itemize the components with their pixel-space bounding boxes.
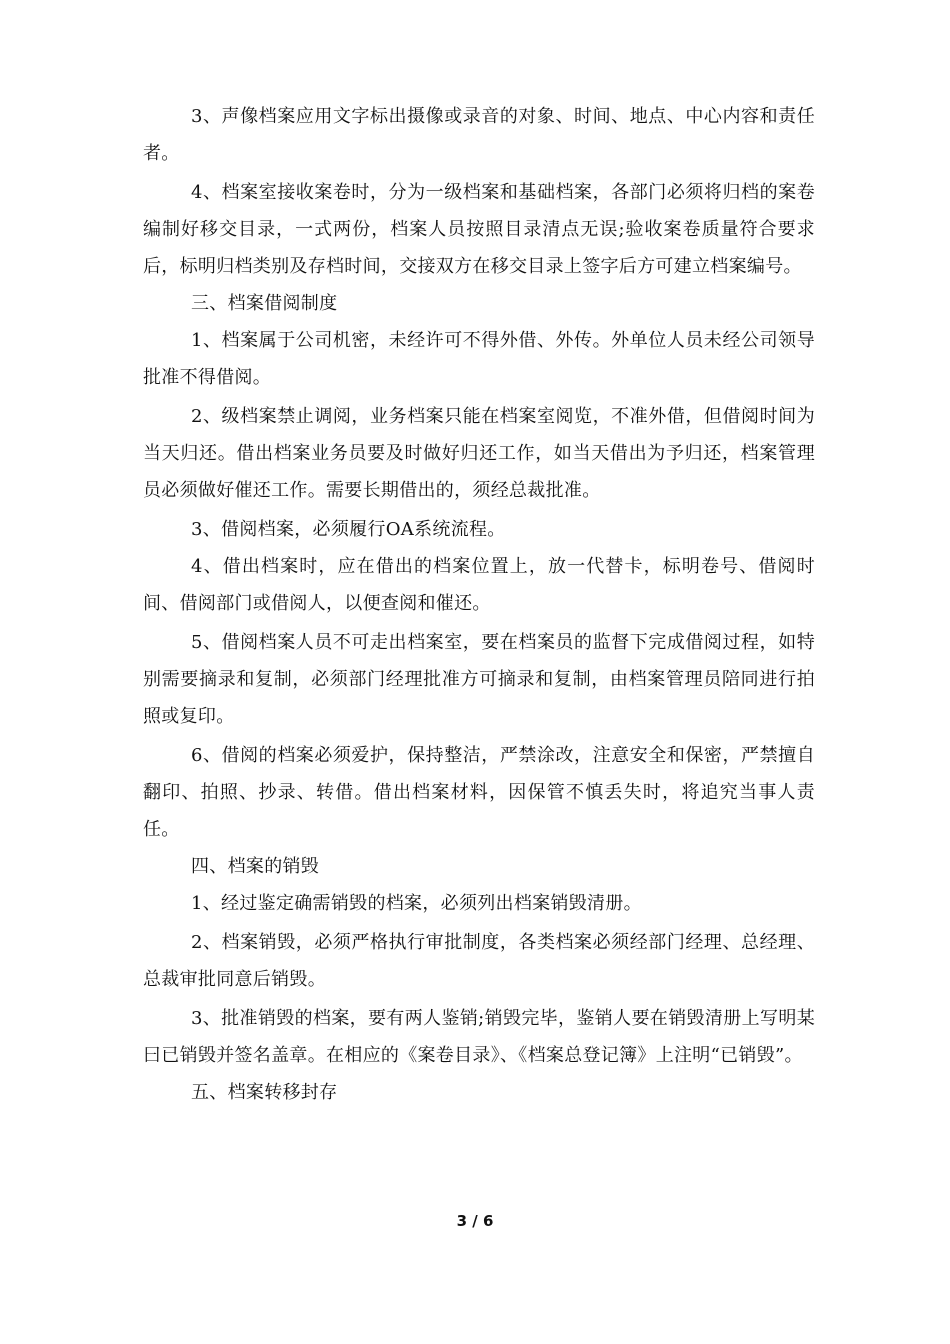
document-body: [143, 98, 815, 1111]
paragraph-av-archive-labeling: 3、声像档案应用文字标出摄像或录音的对象、时间、地点、中心内容和责任者。: [143, 106, 815, 164]
section-heading-destruction: 四、档案的销毁: [191, 856, 320, 877]
page-number: 3 / 6: [456, 1212, 494, 1230]
paragraph-borrow-rule-4: 4、借出档案时，应在借出的档案位置上，放一代替卡，标明卷号、借阅时间、借阅部门或借阅人，以便查阅和催还。: [143, 556, 815, 614]
paragraph-destroy-rule-1: 1、经过鉴定确需销毁的档案，必须列出档案销毁清册。: [191, 893, 642, 914]
paragraph-borrow-rule-3: 3、借阅档案，必须履行OA系统流程。: [191, 519, 506, 540]
paragraph-borrow-rule-2: 2、级档案禁止调阅，业务档案只能在档案室阅览，不准外借，但借阅时间为当天归还。借出档案业务员要及时做好归还工作，如当天借出为予归还，档案管理员必须做好催还工作。需要长期借出的，须经总裁批准。: [143, 406, 815, 501]
section-heading-transfer-sealing: 五、档案转移封存: [191, 1082, 338, 1103]
paragraph-archive-receiving: 4、档案室接收案卷时，分为一级档案和基础档案，各部门必须将归档的案卷编制好移交目录，一式两份，档案人员按照目录清点无误;验收案卷质量符合要求后，标明归档类别及存档时间，交接双方在移交目录上签字后方可建立档案编号。: [143, 182, 815, 277]
paragraph-borrow-rule-6: 6、借阅的档案必须爱护，保持整洁，严禁涂改，注意安全和保密，严禁擅自翻印、拍照、抄录、转借。借出档案材料，因保管不慎丢失时，将追究当事人责任。: [143, 745, 815, 840]
paragraph-destroy-rule-2: 2、档案销毁，必须严格执行审批制度，各类档案必须经部门经理、总经理、总裁审批同意后销毁。: [143, 932, 815, 990]
paragraph-borrow-rule-5: 5、借阅档案人员不可走出档案室，要在档案员的监督下完成借阅过程，如特别需要摘录和复制，必须部门经理批准方可摘录和复制，由档案管理员陪同进行拍照或复印。: [143, 632, 815, 727]
paragraph-destroy-rule-3: 3、批准销毁的档案，要有两人鉴销;销毁完毕，鉴销人要在销毁清册上写明某曰已销毁并签名盖章。在相应的《案卷目录》、《档案总登记簿》上注明“已销毁”。: [143, 1008, 815, 1066]
paragraph-borrow-rule-1: 1、档案属于公司机密，未经许可不得外借、外传。外单位人员未经公司领导批准不得借阅。: [143, 330, 815, 388]
section-heading-borrowing: 三、档案借阅制度: [191, 293, 338, 314]
